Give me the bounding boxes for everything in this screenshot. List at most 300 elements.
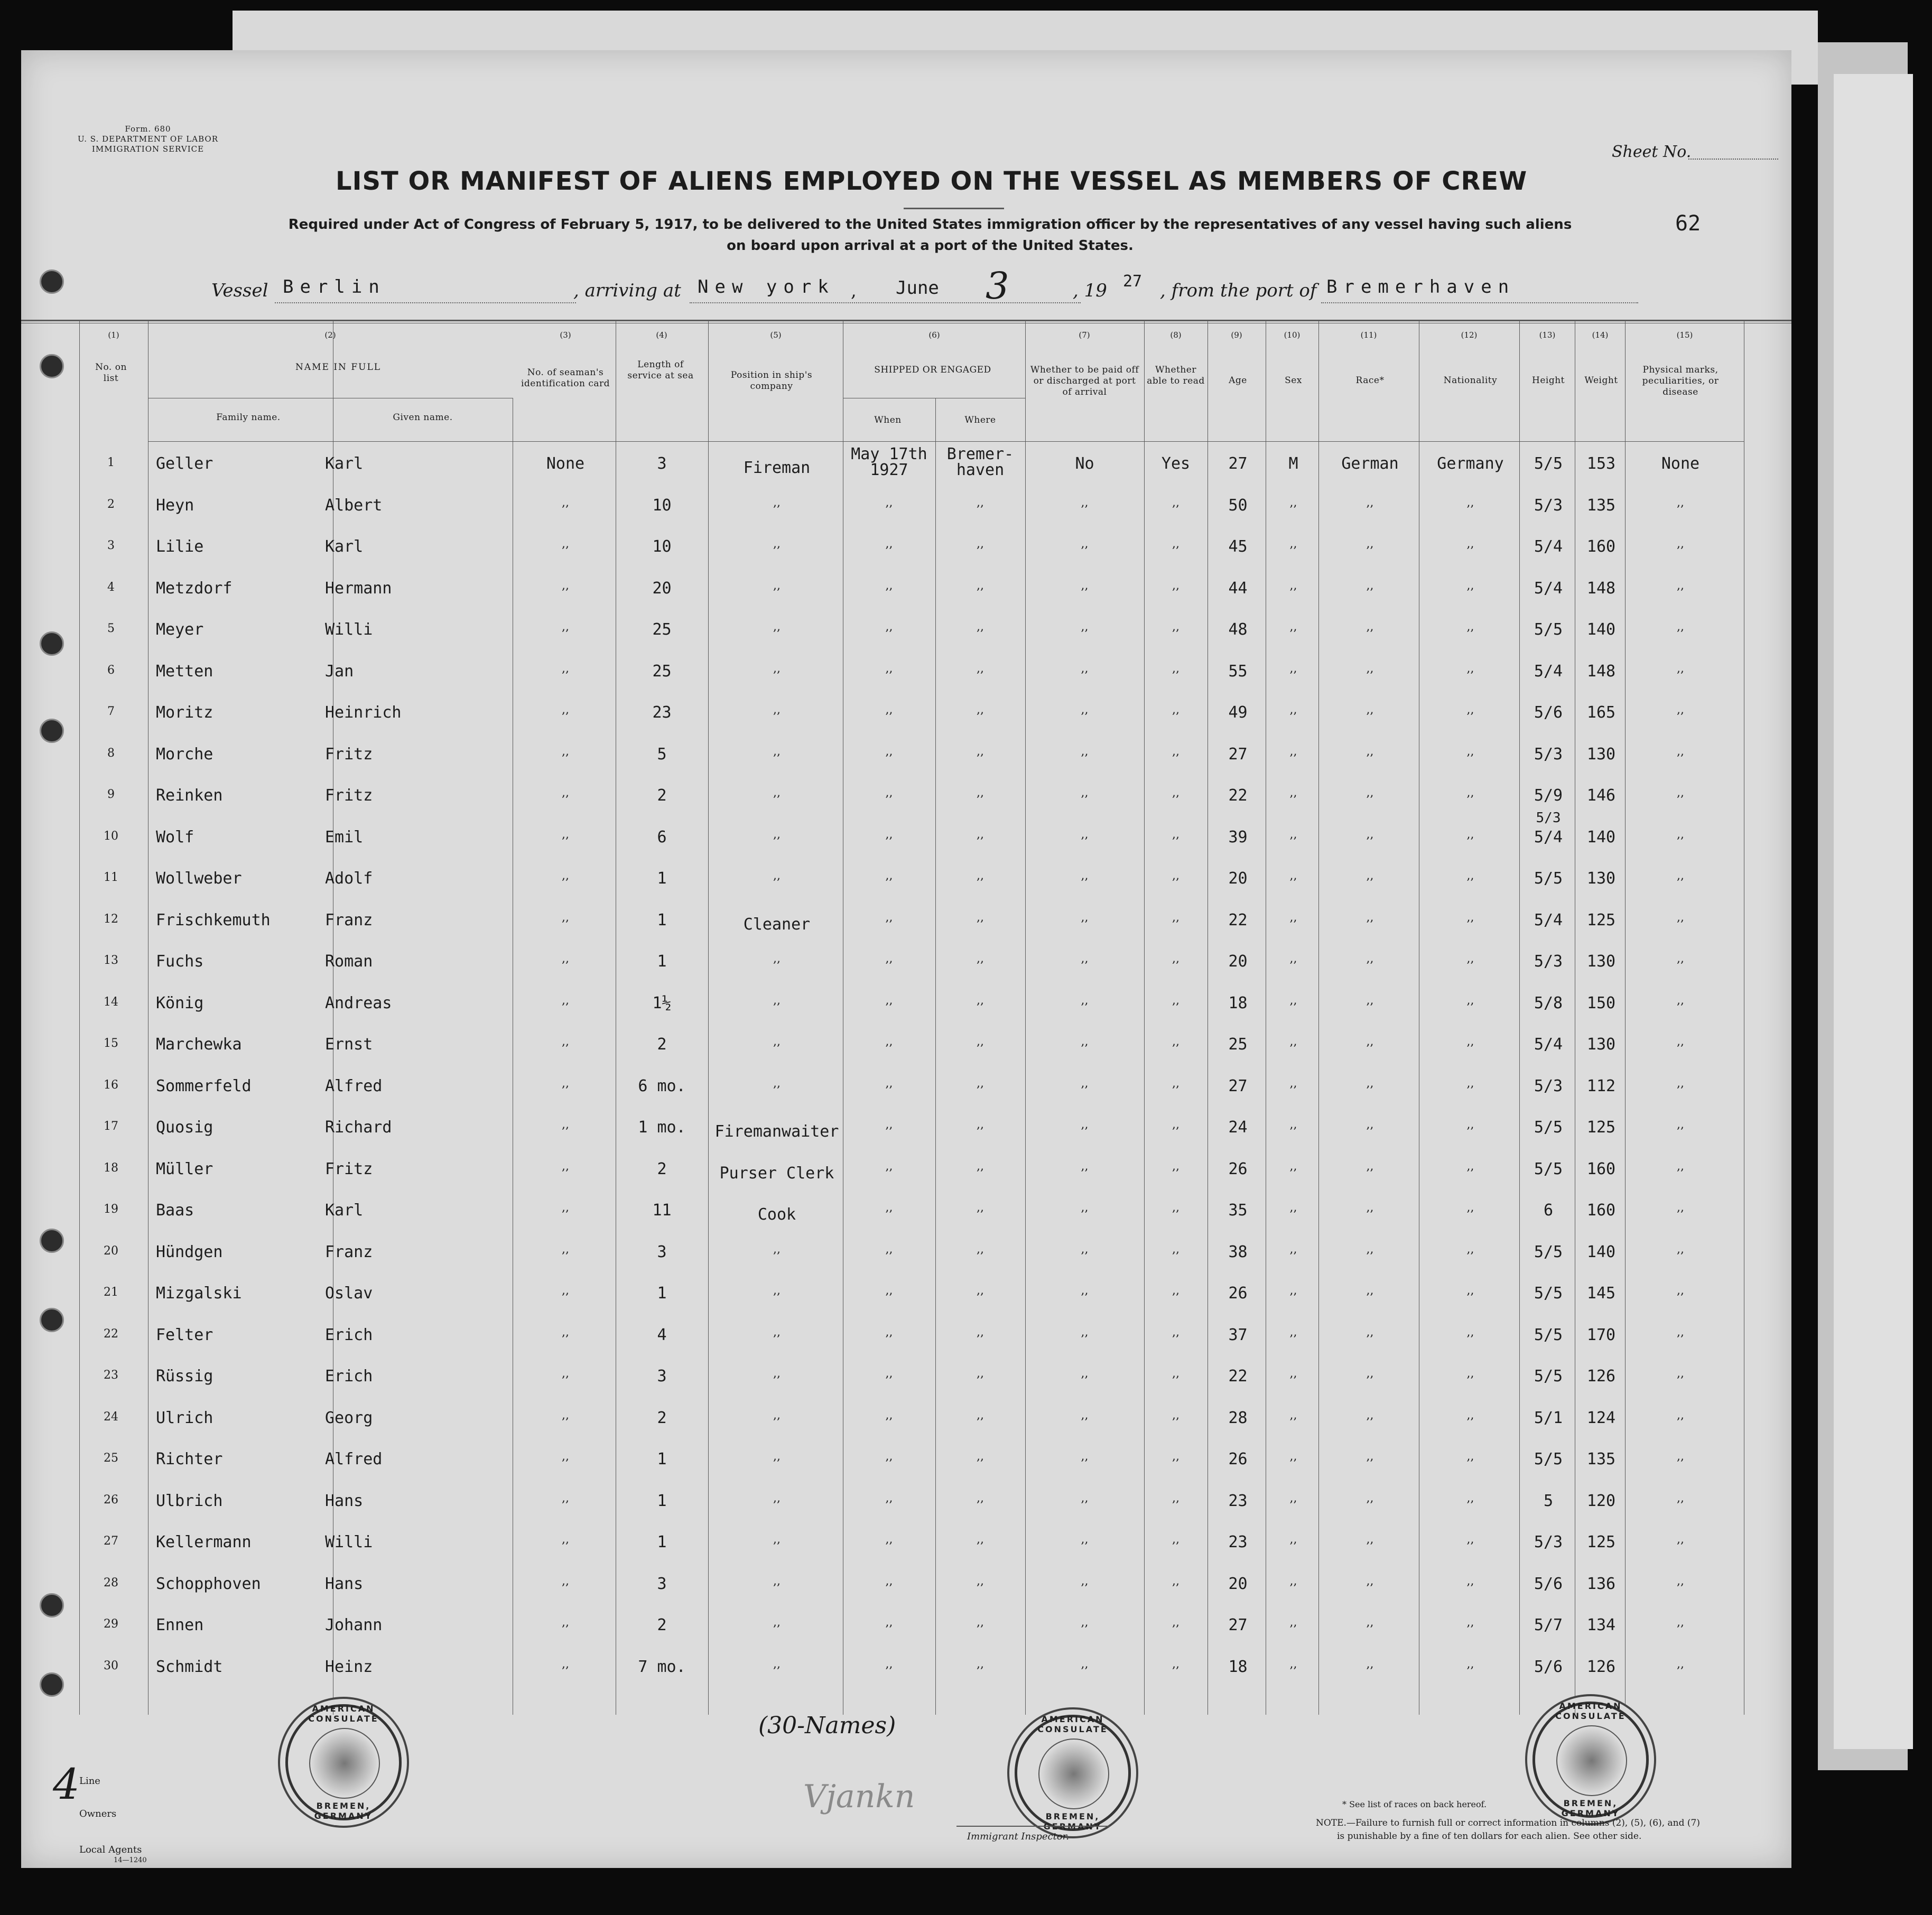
nationality: ,, [1466, 1076, 1474, 1090]
physical-marks: ,, [1677, 1201, 1684, 1214]
table-top-rule [21, 320, 1791, 321]
header-nationality: Nationality [1443, 375, 1498, 386]
nationality: ,, [1466, 910, 1474, 924]
id-card: ,, [562, 496, 569, 509]
row-number: 22 [104, 1327, 118, 1341]
column-number: (5) [770, 330, 782, 340]
sex: ,, [1289, 1035, 1297, 1048]
age: 20 [1228, 869, 1248, 888]
seal-emblem [309, 1728, 380, 1799]
punch-hole [40, 354, 64, 378]
length-of-service: 1 [657, 1450, 667, 1468]
length-of-service: 11 [652, 1201, 672, 1220]
position: ,, [773, 745, 781, 758]
shipped-when: ,, [885, 1367, 893, 1380]
sex: ,, [1289, 1284, 1297, 1297]
sheet-no-line [1688, 159, 1778, 160]
shipped-where: ,, [977, 786, 984, 800]
family-name: Mizgalski [156, 1284, 242, 1303]
shipped-where: ,, [977, 1616, 984, 1629]
height: 5/3 [1534, 496, 1563, 515]
height: 5/5 [1534, 869, 1563, 888]
row-number: 10 [104, 829, 118, 843]
sex: ,, [1289, 1325, 1297, 1339]
column-rule [935, 398, 936, 1715]
id-card: ,, [562, 910, 569, 924]
id-card: ,, [562, 620, 569, 634]
length-of-service: 1 [657, 1491, 667, 1510]
paid-off: ,, [1081, 1118, 1089, 1131]
paid-off: ,, [1081, 537, 1089, 551]
able-to-read: ,, [1172, 1159, 1179, 1173]
shipped-where: ,, [977, 1284, 984, 1297]
physical-marks: ,, [1677, 1118, 1684, 1131]
seal-emblem [1038, 1739, 1109, 1809]
able-to-read: ,, [1172, 1574, 1179, 1588]
position: ,, [773, 703, 781, 717]
when-line-2: 1927 [870, 461, 908, 479]
paid-off: ,, [1081, 993, 1089, 1007]
row-1-where [938, 447, 1023, 478]
height: 5/6 [1534, 1657, 1563, 1676]
height: 5/5 [1534, 1325, 1563, 1344]
length-of-service: 3 [657, 1242, 667, 1261]
able-to-read: ,, [1172, 952, 1179, 965]
sex: ,, [1289, 952, 1297, 965]
shipped-where: ,, [977, 1574, 984, 1588]
column-number: (11) [1360, 330, 1377, 340]
race: ,, [1366, 1118, 1374, 1131]
where-line-2: haven [956, 461, 1005, 479]
row-number: 6 [107, 663, 115, 677]
row-number: 5 [107, 622, 115, 635]
shipped-when: ,, [885, 786, 893, 800]
id-card: ,, [562, 1284, 569, 1297]
weight: 170 [1586, 1325, 1616, 1344]
given-name: Heinz [325, 1657, 373, 1676]
paid-off: ,, [1081, 1325, 1089, 1339]
weight: 135 [1586, 1450, 1616, 1468]
given-name: Erich [325, 1325, 373, 1344]
race: ,, [1366, 1408, 1374, 1422]
sex: ,, [1289, 1367, 1297, 1380]
sex: ,, [1289, 745, 1297, 758]
age: 49 [1228, 703, 1248, 722]
seal-top-text: AMERICAN CONSULATE [1037, 1714, 1108, 1734]
row-number: 30 [104, 1659, 118, 1672]
weight: 160 [1586, 1201, 1616, 1220]
paid-off: ,, [1081, 1450, 1089, 1463]
family-name: Morche [156, 745, 213, 764]
race: ,, [1366, 496, 1374, 509]
age: 27 [1228, 1616, 1248, 1634]
position: ,, [773, 1284, 781, 1297]
weight: 148 [1586, 662, 1616, 681]
column-rule [708, 320, 709, 1715]
given-name: Roman [325, 952, 373, 971]
length-of-service: 2 [657, 1408, 667, 1427]
header-sex: Sex [1285, 375, 1302, 386]
able-to-read: ,, [1172, 745, 1179, 758]
punch-hole [40, 1593, 64, 1617]
physical-marks: ,, [1677, 1491, 1684, 1505]
id-card: ,, [562, 869, 569, 882]
able-to-read: ,, [1172, 910, 1179, 924]
given-name: Hans [325, 1574, 364, 1593]
length-of-service: 3 [657, 1367, 667, 1386]
height: 5/4 [1534, 537, 1563, 556]
height: 5/6 [1534, 1574, 1563, 1593]
id-card: ,, [562, 1035, 569, 1048]
header-name-in-full: NAME IN FULL [295, 362, 382, 373]
race: ,, [1366, 1450, 1374, 1463]
column-number: (14) [1592, 330, 1609, 340]
seal-top-text: AMERICAN CONSULATE [308, 1704, 379, 1724]
shipped-when: ,, [885, 745, 893, 758]
family-name: Felter [156, 1325, 213, 1344]
family-name: Marchewka [156, 1035, 242, 1054]
able-to-read: ,, [1172, 1076, 1179, 1090]
sex: ,, [1289, 620, 1297, 634]
length-of-service: 5 [657, 745, 667, 764]
nationality: ,, [1466, 745, 1474, 758]
shipped-where: ,, [977, 1450, 984, 1463]
family-name: Baas [156, 1201, 194, 1220]
given-name: Ernst [325, 1035, 373, 1054]
position: ,, [773, 1616, 781, 1629]
physical-marks: ,, [1677, 993, 1684, 1007]
able-to-read: ,, [1172, 1284, 1179, 1297]
column-number: (4) [656, 330, 667, 340]
service-name: IMMIGRATION SERVICE [91, 144, 205, 154]
paid-off: ,, [1081, 1491, 1089, 1505]
weight: 125 [1586, 1533, 1616, 1551]
family-name: Kellermann [156, 1533, 252, 1551]
paid-off: ,, [1081, 869, 1089, 882]
sheet-number: 62 [1675, 211, 1701, 236]
nationality: ,, [1466, 1325, 1474, 1339]
height: 6 [1543, 1201, 1554, 1220]
given-name: Willi [325, 1533, 373, 1551]
consulate-seal [1015, 1715, 1131, 1831]
shipped-when: ,, [885, 1201, 893, 1214]
race: German [1341, 454, 1399, 473]
age: 22 [1228, 1367, 1248, 1386]
race: ,, [1366, 869, 1374, 882]
shipped-where: ,, [977, 579, 984, 592]
header-height: Height [1532, 375, 1565, 386]
row-1-when [846, 447, 933, 478]
column-number: (3) [560, 330, 571, 340]
header-when: When [874, 415, 902, 425]
row-number: 11 [104, 871, 118, 884]
physical-marks: ,, [1677, 1657, 1684, 1671]
able-to-read: ,, [1172, 1408, 1179, 1422]
department-name: U. S. DEPARTMENT OF LABOR [77, 134, 218, 144]
paid-off: ,, [1081, 1284, 1089, 1297]
given-name: Johann [325, 1616, 383, 1634]
age: 48 [1228, 620, 1248, 639]
length-of-service: 2 [657, 1616, 667, 1634]
shipped-where: ,, [977, 828, 984, 841]
weight: 130 [1586, 1035, 1616, 1054]
shipped-where: ,, [977, 1242, 984, 1256]
nationality: ,, [1466, 1035, 1474, 1048]
able-to-read: ,, [1172, 1533, 1179, 1546]
paid-off: ,, [1081, 786, 1089, 800]
inspector-label: Immigrant Inspector. [967, 1831, 1070, 1842]
header-race: Race* [1355, 375, 1385, 386]
age: 20 [1228, 1574, 1248, 1593]
able-to-read: ,, [1172, 828, 1179, 841]
able-to-read: ,, [1172, 496, 1179, 509]
physical-marks: ,, [1677, 910, 1684, 924]
nationality: ,, [1466, 579, 1474, 592]
height: 5/8 [1534, 993, 1563, 1012]
nationality: ,, [1466, 1616, 1474, 1629]
given-name: Albert [325, 496, 383, 515]
age: 35 [1228, 1201, 1248, 1220]
shipped-when: ,, [885, 1035, 893, 1048]
position: ,, [773, 786, 781, 800]
id-card: ,, [562, 1574, 569, 1588]
footer-form-code: 14—1240 [114, 1856, 147, 1864]
physical-marks: ,, [1677, 745, 1684, 758]
length-of-service: 10 [652, 496, 672, 515]
nationality: ,, [1466, 1118, 1474, 1131]
age: 45 [1228, 537, 1248, 556]
nationality: ,, [1466, 537, 1474, 551]
height: 5/3 [1534, 1076, 1563, 1095]
able-to-read: ,, [1172, 579, 1179, 592]
column-number: (2) [324, 330, 336, 340]
given-name: Alfred [325, 1076, 383, 1095]
shipped-when: ,, [885, 1076, 893, 1090]
height: 5/3 [1534, 745, 1563, 764]
shipped-where: ,, [977, 662, 984, 675]
header-shipped: SHIPPED OR ENGAGED [874, 365, 991, 375]
race: ,, [1366, 1076, 1374, 1090]
able-to-read: ,, [1172, 620, 1179, 634]
weight: 160 [1586, 537, 1616, 556]
family-name: Ulrich [156, 1408, 213, 1427]
given-name: Karl [325, 454, 364, 473]
shipped-when: ,, [885, 910, 893, 924]
back-sheet-right-2 [1834, 74, 1913, 1749]
race: ,, [1366, 993, 1374, 1007]
height: 5/5 [1534, 1242, 1563, 1261]
weight: 148 [1586, 579, 1616, 598]
id-card: ,, [562, 1408, 569, 1422]
age: 37 [1228, 1325, 1248, 1344]
weight: 165 [1586, 703, 1616, 722]
race: ,, [1366, 1367, 1374, 1380]
sex: ,, [1289, 1657, 1297, 1671]
header-physical: Physical marks, peculiarities, or disease [1642, 365, 1719, 397]
length-of-service: 1 [657, 1533, 667, 1551]
column-rule [1318, 320, 1319, 1715]
weight: 120 [1586, 1491, 1616, 1510]
age: 26 [1228, 1159, 1248, 1178]
row-number: 1 [107, 456, 115, 469]
given-name: Karl [325, 537, 364, 556]
header-bottom-rule [148, 441, 1744, 442]
height: 5/4 [1534, 662, 1563, 681]
shipped-where: ,, [977, 745, 984, 758]
column-rule [1144, 320, 1145, 1715]
shipped-when: ,, [885, 952, 893, 965]
position: ,, [773, 620, 781, 634]
shipped-when: ,, [885, 1159, 893, 1173]
position: ,, [773, 1657, 781, 1671]
physical-marks: ,, [1677, 1450, 1684, 1463]
document-title: LIST OR MANIFEST OF ALIENS EMPLOYED ON THE VESSEL AS MEMBERS OF CREW [336, 166, 1528, 196]
height-correction: 5/3 [1536, 810, 1561, 826]
row-number: 24 [104, 1410, 118, 1424]
age: 23 [1228, 1491, 1248, 1510]
age: 27 [1228, 1076, 1248, 1095]
able-to-read: ,, [1172, 993, 1179, 1007]
manifest-page [21, 50, 1791, 1868]
nationality: ,, [1466, 828, 1474, 841]
shipped-where: ,, [977, 1201, 984, 1214]
id-card: ,, [562, 662, 569, 675]
shipped-when: ,, [885, 993, 893, 1007]
sex: ,, [1289, 496, 1297, 509]
length-of-service: 1 [657, 869, 667, 888]
family-name: Schmidt [156, 1657, 223, 1676]
row-number: 29 [104, 1617, 118, 1631]
height: 5/6 [1534, 703, 1563, 722]
shipped-when: ,, [885, 496, 893, 509]
sex: ,, [1289, 1118, 1297, 1131]
age: 18 [1228, 993, 1248, 1012]
row-number: 26 [104, 1493, 118, 1507]
punch-hole [40, 1308, 64, 1332]
able-to-read: ,, [1172, 1657, 1179, 1671]
position: ,, [773, 1574, 781, 1588]
nationality: ,, [1466, 620, 1474, 634]
height: 5/5 [1534, 1159, 1563, 1178]
seal-top-text: AMERICAN CONSULATE [1555, 1701, 1626, 1721]
shipped-when: ,, [885, 1574, 893, 1588]
column-number: (10) [1284, 330, 1301, 340]
seal-bottom-text: BREMEN, GERMANY [1561, 1798, 1620, 1818]
physical-marks: ,, [1677, 496, 1684, 509]
able-to-read: ,, [1172, 1242, 1179, 1256]
sex: ,, [1289, 1574, 1297, 1588]
row-number: 12 [104, 912, 118, 926]
paid-off: ,, [1081, 1657, 1089, 1671]
physical-marks: None [1661, 454, 1700, 473]
row-number: 23 [104, 1369, 118, 1382]
able-to-read: Yes [1161, 454, 1191, 473]
physical-marks: ,, [1677, 703, 1684, 717]
weight: 136 [1586, 1574, 1616, 1593]
header-able-read: Whether able to read [1147, 365, 1205, 386]
age: 26 [1228, 1284, 1248, 1303]
height: 5/4 [1534, 579, 1563, 598]
column-rule [1625, 320, 1626, 1715]
able-to-read: ,, [1172, 1616, 1179, 1629]
age: 18 [1228, 1657, 1248, 1676]
column-number: (9) [1231, 330, 1242, 340]
paid-off: ,, [1081, 1159, 1089, 1173]
punch-hole [40, 631, 64, 656]
paid-off: ,, [1081, 1408, 1089, 1422]
shipped-when: ,, [885, 1533, 893, 1546]
race: ,, [1366, 1325, 1374, 1339]
height: 5/3 [1534, 1533, 1563, 1551]
column-rule [1025, 320, 1026, 1715]
seal-bottom-text: BREMEN, GERMANY [314, 1801, 373, 1821]
given-name: Fritz [325, 786, 373, 805]
given-name: Richard [325, 1118, 392, 1137]
nationality: ,, [1466, 1201, 1474, 1214]
punch-hole [40, 1229, 64, 1253]
given-name: Willi [325, 620, 373, 639]
physical-marks: ,, [1677, 1325, 1684, 1339]
shipped-where: ,, [977, 910, 984, 924]
arrival-port: New york [698, 276, 835, 298]
paid-off: ,, [1081, 1201, 1089, 1214]
given-name: Karl [325, 1201, 364, 1220]
family-name: Sommerfeld [156, 1076, 252, 1095]
header-weight: Weight [1584, 375, 1618, 386]
position: ,, [773, 828, 781, 841]
race: ,, [1366, 1035, 1374, 1048]
physical-marks: ,, [1677, 1408, 1684, 1422]
height: 5 [1543, 1491, 1554, 1510]
age: 20 [1228, 952, 1248, 971]
family-name: Wollweber [156, 869, 242, 888]
race: ,, [1366, 1574, 1374, 1588]
nationality: ,, [1466, 1159, 1474, 1173]
sex: ,, [1289, 786, 1297, 800]
length-of-service: 1½ [652, 993, 672, 1012]
row-number: 2 [107, 497, 115, 511]
arrival-line [690, 302, 1081, 303]
height: 5/7 [1534, 1616, 1563, 1634]
header-age: Age [1229, 375, 1247, 386]
age: 23 [1228, 1533, 1248, 1551]
punch-hole [40, 1672, 64, 1697]
given-name: Franz [325, 1242, 373, 1261]
row-number: 20 [104, 1244, 118, 1258]
shipped-when: ,, [885, 1491, 893, 1505]
year-prefix: , 19 [1073, 280, 1107, 301]
paid-off: ,, [1081, 952, 1089, 965]
total-names-note: (30-Names) [758, 1712, 896, 1739]
weight: 130 [1586, 952, 1616, 971]
shipped-where: ,, [977, 620, 984, 634]
family-name: Quosig [156, 1118, 213, 1137]
weight: 153 [1586, 454, 1616, 473]
id-card: ,, [562, 1491, 569, 1505]
nationality: ,, [1466, 1450, 1474, 1463]
shipped-when: ,, [885, 1450, 893, 1463]
given-name: Franz [325, 910, 373, 929]
position: ,, [773, 579, 781, 592]
race: ,, [1366, 1201, 1374, 1214]
height: 5/4 [1534, 910, 1563, 929]
id-card: ,, [562, 1201, 569, 1214]
when-line-1: May 17th [851, 445, 927, 463]
seal-emblem [1556, 1725, 1627, 1796]
row-number: 25 [104, 1452, 118, 1465]
consulate-seal [1532, 1702, 1649, 1818]
position: ,, [773, 1408, 781, 1422]
